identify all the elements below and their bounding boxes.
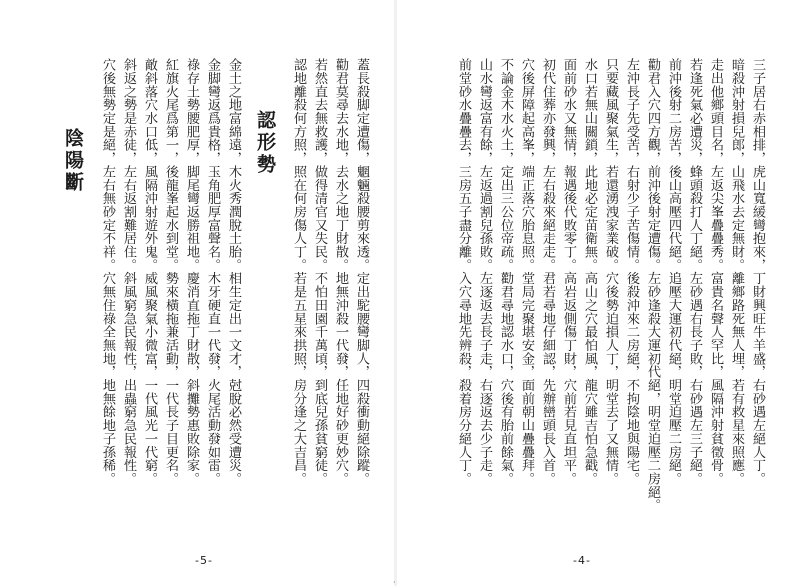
- text-column: 蓋長殺脚定遭傷，魍魎殺腰剪來透。定出駝腰彎脚人，四殺衝動絕除蹤。: [354, 58, 369, 486]
- text-column: 走出他鄉頭目名，左返尖峯疊疊秀。富貴名聲人罕比，風隔沖射貧徵骨。: [708, 58, 723, 486]
- section-heading: 陰陽斷: [62, 128, 84, 194]
- text-column: 勸君莫尋去水地，去水之地丁財散。地無沖殺一代發，任地好砂更妙穴。: [333, 58, 348, 486]
- text-column: 祿存土勢腰肥厚，脚尾彎返勝祖地。慶消直拖丁財散，斜攤勢惠敗除家。: [184, 58, 199, 486]
- text-column: 若然直去無救護，做得清官又失民。不怕田園千萬頃，到底兒孫貧窮徒。: [312, 58, 327, 486]
- text-column: 暗殺沖射損兒郎，山飛水去定無財。離鄉路死無人埋，若有救星來照應。: [729, 58, 744, 486]
- left-page: [0, 0, 396, 586]
- text-column: 穴後無勢定是絕，左右無砂定不祥。穴無住祿全無地，地無餘地子孫稀。: [100, 58, 115, 486]
- text-column: 山水彎返富有餘，左返過割兒孫敗。左逐返去長子走，右逐返去少子走。: [477, 58, 492, 486]
- text-column: 不論金木水火土，定出三公位帝疏。勸君尋地認水口，穴後有胎前餘氣。: [498, 58, 513, 486]
- text-column: 認地離殺何方照，照在何房傷人丁。若是五星來拱照，房分逢之大吉昌。: [291, 58, 306, 486]
- page-number: -5-: [195, 554, 213, 567]
- text-column: 面前砂水又無情，報遇後代敗零丁。高岩返側傷丁財，穴前若見直坦平。: [561, 58, 576, 486]
- text-column: 水口若無山關鎖，此地必定苗衛無。高山之穴最怕風，龍穴雖吉怕急戳。: [582, 58, 597, 486]
- page-number: -4-: [573, 554, 591, 567]
- text-column: 若逢死氣必遭災，蜂頭殺打人丁絕。左砂遇右長子敗，右砂遇左三子絕。: [687, 58, 702, 486]
- scan-mark: ·: [393, 578, 396, 587]
- text-column: 金脚彎返爲貴格，玉角肥厚富聲名。木牙硬直一代發，火尾活動發如雷。: [205, 58, 220, 486]
- text-column: 金土之地富綿遠，木火秀潤脫土胎。相生定出一文才，尅脫必然受遭災。: [226, 58, 241, 486]
- text-column: 敵斜落穴水口低，風隔沖射遊外鬼。威風聚氣小微富，一代風光一代窮。: [142, 58, 157, 486]
- text-column: 勸君入穴四方觀，前沖後射定遭傷。左砂逢殺大運初代絕，明堂迫壓二房絕。: [645, 58, 660, 512]
- text-column: 前堂砂水疊疊去，三房五子盡分離。入穴尋地先辨殺，殺着房分絕人丁。: [456, 58, 471, 486]
- text-column: 左沖長子先受苦，右射少子苦傷情。後殺沖來二房絕，不拘陰地與陽宅。: [624, 58, 639, 486]
- text-column: 穴後屏障起高峯，端正落穴胎息照。堂局完聚堪安金，面前朝山疊疊拜。: [519, 58, 534, 486]
- text-column: 只要藏風聚氣生，若還湧洩家業破。穴後勢迫損人丁，明堂去了又無情。: [603, 58, 618, 486]
- right-page: [397, 0, 793, 586]
- text-column: 紅旗火尾爲第一，後龍峯起水到堂。勢來橫拖兼活動，一代長子目更名。: [163, 58, 178, 486]
- text-column: 前沖後射二房苦，後山高壓四代絕。追壓大運初代絕，明堂迫壓二房絕。: [666, 58, 681, 486]
- text-column: 斜返之勢是赤徒，左右返割難居住。斜風窮急民報性，出蟲窮急民報性。: [121, 58, 136, 486]
- text-column: 三子居右赤相排，虎山寬緩彎抱來，丁財興旺牛羊盛，右砂遇左絕人丁。: [750, 58, 765, 486]
- text-column: 初代住葬亦發興，左右殺來絕走走。君若尋地仔細認，先辦巒頭長入首。: [540, 58, 555, 486]
- section-heading: 認形勢: [254, 110, 276, 176]
